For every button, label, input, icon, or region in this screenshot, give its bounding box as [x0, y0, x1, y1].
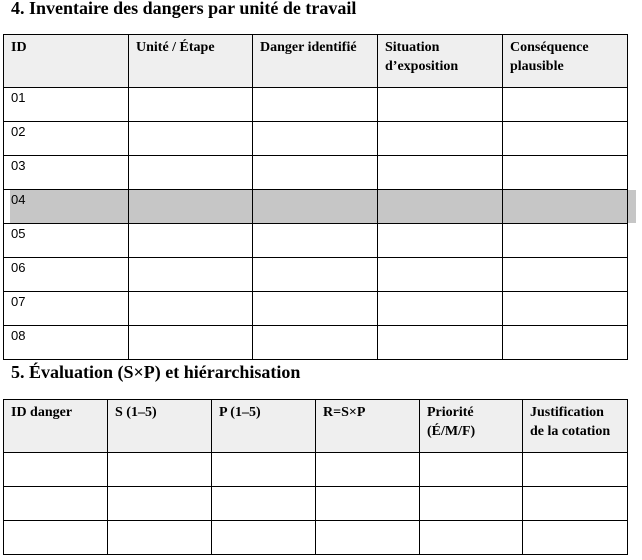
- table-row[interactable]: [4, 122, 628, 156]
- cell-hazard[interactable]: [253, 122, 378, 156]
- col-header-exposure: Situation d’exposition: [378, 35, 503, 88]
- cell-unit-step[interactable]: [129, 326, 253, 360]
- table-header-row: [4, 35, 628, 88]
- cell-probability[interactable]: [212, 453, 316, 487]
- cell-unit-step[interactable]: [129, 292, 253, 326]
- cell-exposure[interactable]: [378, 88, 503, 122]
- table-row[interactable]: [4, 88, 628, 122]
- cell-exposure[interactable]: [378, 122, 503, 156]
- table-row[interactable]: [4, 453, 628, 487]
- cell-risk[interactable]: [316, 521, 420, 555]
- cell-risk[interactable]: [316, 487, 420, 521]
- col-header-severity: S (1–5): [108, 400, 212, 453]
- cell-unit-step[interactable]: [129, 190, 253, 224]
- cell-unit-step[interactable]: [129, 88, 253, 122]
- cell-exposure[interactable]: [378, 258, 503, 292]
- table-header-row: [4, 400, 628, 453]
- cell-consequence[interactable]: [503, 326, 628, 360]
- table-row-selected[interactable]: [4, 190, 628, 224]
- cell-justification[interactable]: [523, 453, 628, 487]
- section-4-title: 4. Inventaire des dangers par unité de travail: [11, 0, 357, 18]
- cell-exposure[interactable]: [378, 326, 503, 360]
- cell-severity[interactable]: [108, 487, 212, 521]
- cell-consequence[interactable]: [503, 292, 628, 326]
- cell-hazard[interactable]: [253, 156, 378, 190]
- table-row[interactable]: [4, 521, 628, 555]
- col-header-unit-step: Unité / Étape: [129, 35, 253, 88]
- cell-consequence[interactable]: [503, 156, 628, 190]
- col-header-id: ID: [4, 35, 129, 88]
- col-header-probability: P (1–5): [212, 400, 316, 453]
- table-row[interactable]: [4, 156, 628, 190]
- cell-unit-step[interactable]: [129, 122, 253, 156]
- table-row[interactable]: [4, 487, 628, 521]
- cell-probability[interactable]: [212, 521, 316, 555]
- cell-unit-step[interactable]: [129, 258, 253, 292]
- table-row[interactable]: [4, 292, 628, 326]
- cell-hazard-id[interactable]: [4, 453, 108, 487]
- cell-severity[interactable]: [108, 521, 212, 555]
- cell-consequence[interactable]: [503, 122, 628, 156]
- cell-exposure[interactable]: [378, 156, 503, 190]
- col-header-hazard: Danger identifié: [253, 35, 378, 88]
- cell-unit-step[interactable]: [129, 156, 253, 190]
- row-id: 02: [4, 122, 129, 156]
- cell-consequence[interactable]: [503, 88, 628, 122]
- hazard-inventory-table: [3, 34, 628, 360]
- cell-exposure[interactable]: [378, 292, 503, 326]
- cell-hazard[interactable]: [253, 88, 378, 122]
- row-id: 04: [4, 190, 129, 224]
- col-header-justification: Justification de la cotation: [523, 400, 628, 453]
- row-id: 01: [4, 88, 129, 122]
- row-id: 08: [4, 326, 129, 360]
- cell-hazard[interactable]: [253, 190, 378, 224]
- cell-unit-step[interactable]: [129, 224, 253, 258]
- cell-hazard-id[interactable]: [4, 521, 108, 555]
- cell-justification[interactable]: [523, 487, 628, 521]
- risk-evaluation-table: [3, 399, 628, 555]
- cell-probability[interactable]: [212, 487, 316, 521]
- cell-hazard[interactable]: [253, 326, 378, 360]
- cell-hazard[interactable]: [253, 292, 378, 326]
- col-header-hazard-id: ID danger: [4, 400, 108, 453]
- col-header-consequence: Conséquence plausible: [503, 35, 628, 88]
- cell-justification[interactable]: [523, 521, 628, 555]
- cell-consequence[interactable]: [503, 190, 628, 224]
- col-header-risk: R=S×P: [316, 400, 420, 453]
- cell-exposure[interactable]: [378, 224, 503, 258]
- col-header-priority: Priorité (É/M/F): [420, 400, 523, 453]
- cell-consequence[interactable]: [503, 224, 628, 258]
- cell-risk[interactable]: [316, 453, 420, 487]
- row-id: 05: [4, 224, 129, 258]
- cell-hazard[interactable]: [253, 224, 378, 258]
- table-row[interactable]: [4, 224, 628, 258]
- cell-exposure[interactable]: [378, 190, 503, 224]
- table-row[interactable]: [4, 326, 628, 360]
- cell-hazard[interactable]: [253, 258, 378, 292]
- cell-priority[interactable]: [420, 487, 523, 521]
- cell-priority[interactable]: [420, 521, 523, 555]
- cell-priority[interactable]: [420, 453, 523, 487]
- section-5-title: 5. Évaluation (S×P) et hiérarchisation: [11, 362, 301, 382]
- table-row[interactable]: [4, 258, 628, 292]
- row-id: 03: [4, 156, 129, 190]
- row-id: 07: [4, 292, 129, 326]
- row-id: 06: [4, 258, 129, 292]
- cell-hazard-id[interactable]: [4, 487, 108, 521]
- cell-consequence[interactable]: [503, 258, 628, 292]
- cell-severity[interactable]: [108, 453, 212, 487]
